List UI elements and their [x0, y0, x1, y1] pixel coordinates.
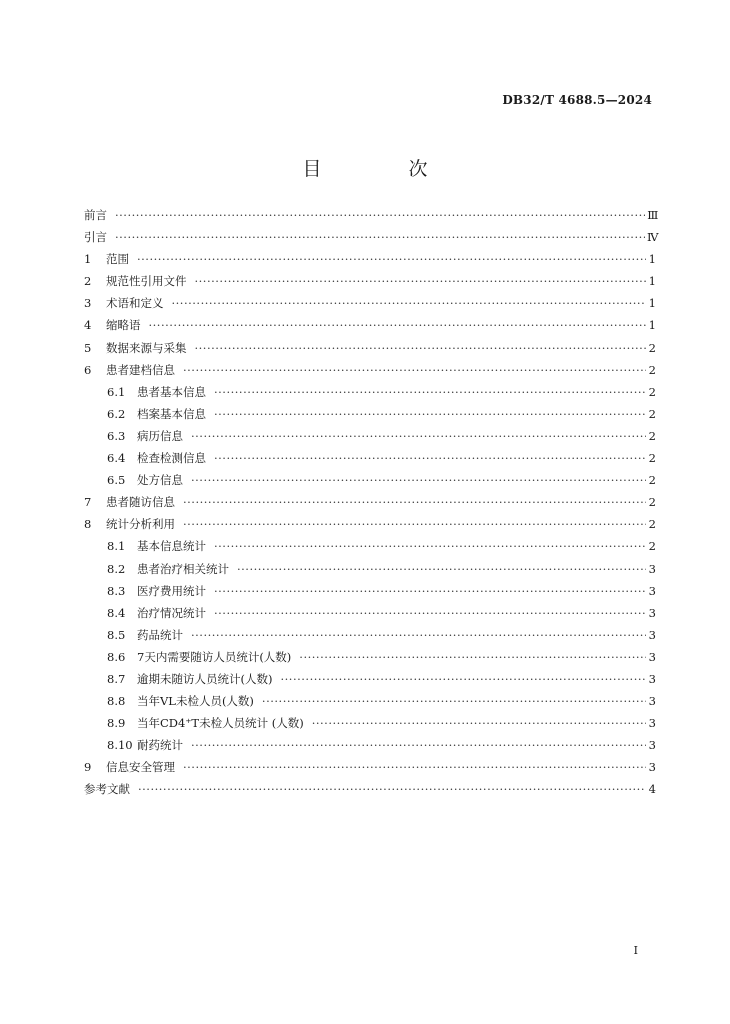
toc-entry-label: 信息安全管理: [106, 760, 175, 775]
toc-entry-page: Ⅲ: [647, 208, 659, 222]
toc-leader-dots: [299, 650, 646, 664]
toc-entry-number: 8.3: [107, 583, 126, 598]
toc-entry-label: 医疗费用统计: [137, 583, 206, 598]
toc-entry-label: 术语和定义: [106, 296, 164, 311]
toc-entry-label: 患者治疗相关统计: [137, 561, 229, 576]
toc-entry-label: 当年VL未检人员(人数): [137, 694, 254, 709]
toc-entry-page: 2: [648, 451, 656, 466]
toc-entry-page: 3: [648, 649, 656, 664]
toc-entry[interactable]: [84, 561, 656, 583]
toc-entry[interactable]: [84, 583, 656, 605]
toc-entry-label: 患者随访信息: [106, 495, 175, 510]
toc-entry[interactable]: [84, 229, 659, 251]
toc-entry-label: 当年CD4⁺T未检人员统计 (人数): [137, 716, 304, 731]
toc-entry-label: 治疗情况统计: [137, 605, 206, 620]
toc-leader-dots: [214, 385, 646, 399]
toc-entry-number: 8.9: [107, 716, 126, 731]
toc-entry-number: 8.4: [107, 605, 126, 620]
toc-entry-number: 6.5: [107, 473, 126, 488]
toc-leader-dots: [214, 539, 646, 553]
toc-entry-page: 3: [648, 760, 656, 775]
toc-entry-number: 1: [84, 252, 92, 267]
toc-entry[interactable]: [84, 207, 659, 229]
toc-entry-label: 检查检测信息: [137, 451, 206, 466]
toc-entry-page: 1: [648, 274, 656, 289]
toc-entry-page: 3: [648, 716, 656, 731]
toc-entry[interactable]: [84, 649, 656, 671]
toc-entry-label: 耐药统计: [137, 738, 183, 753]
toc-leader-dots: [115, 208, 645, 222]
toc-leader-dots: [214, 584, 646, 598]
toc-leader-dots: [172, 296, 647, 310]
toc-entry-page: 1: [648, 296, 656, 311]
toc-entry-number: 8.10: [107, 738, 133, 753]
toc-leader-dots: [183, 363, 646, 377]
toc-entry-number: 6.2: [107, 406, 126, 421]
toc-entry-number: 7: [84, 495, 92, 510]
toc-entry-label: 前言: [84, 208, 107, 222]
toc-entry-label: 参考文献: [84, 782, 130, 797]
toc-entry-label: 统计分析利用: [106, 517, 175, 532]
toc-entry[interactable]: [84, 450, 656, 472]
toc-entry-page: 2: [648, 362, 656, 377]
toc-entry[interactable]: [84, 295, 656, 317]
toc-leader-dots: [191, 429, 646, 443]
toc-entry-number: 8: [84, 517, 92, 532]
toc-entry[interactable]: [84, 273, 656, 295]
toc-entry-page: 3: [648, 671, 656, 686]
toc-leader-dots: [183, 760, 646, 774]
toc-entry-page: 3: [648, 694, 656, 709]
toc-entry-number: 8.6: [107, 649, 126, 664]
toc-entry-page: 3: [648, 627, 656, 642]
toc-entry[interactable]: [84, 494, 656, 516]
toc-entry[interactable]: [84, 428, 656, 450]
toc-entry[interactable]: [84, 627, 656, 649]
toc-leader-dots: [214, 451, 646, 465]
toc-entry-number: 6.3: [107, 428, 126, 443]
toc-entry-page: 2: [648, 495, 656, 510]
toc-leader-dots: [183, 495, 646, 509]
toc-entry[interactable]: [84, 472, 656, 494]
toc-leader-dots: [183, 517, 646, 531]
toc-entry[interactable]: [84, 693, 656, 715]
toc-entry-page: 4: [648, 782, 656, 797]
toc-entry-page: 3: [648, 605, 656, 620]
toc-entry-page: 3: [648, 561, 656, 576]
toc-entry-number: 8.5: [107, 627, 126, 642]
toc-entry-label: 档案基本信息: [137, 406, 206, 421]
toc-entry-number: 6.4: [107, 451, 126, 466]
toc-leader-dots: [191, 738, 646, 752]
toc-entry-number: 5: [84, 340, 92, 355]
toc-entry-label: 引言: [84, 230, 107, 245]
table-of-contents: [84, 207, 659, 804]
toc-leader-dots: [280, 672, 646, 686]
toc-entry-label: 范围: [106, 252, 129, 267]
toc-entry[interactable]: [84, 251, 656, 273]
toc-entry[interactable]: [84, 317, 656, 339]
toc-entry-number: 8.1: [107, 539, 126, 554]
toc-entry[interactable]: [84, 759, 656, 781]
toc-entry-number: 3: [84, 296, 92, 311]
toc-entry-page: 3: [648, 738, 656, 753]
toc-entry-number: 9: [84, 760, 92, 775]
toc-leader-dots: [137, 252, 646, 266]
toc-entry-page: 2: [648, 384, 656, 399]
toc-leader-dots: [195, 341, 647, 355]
toc-entry-label: 缩略语: [106, 318, 141, 333]
toc-entry-number: 6: [84, 362, 92, 377]
toc-entry-number: 4: [84, 318, 92, 333]
toc-leader-dots: [149, 318, 647, 332]
toc-entry-number: 2: [84, 274, 92, 289]
toc-entry-number: 8.8: [107, 694, 126, 709]
toc-entry[interactable]: [84, 406, 656, 428]
toc-entry-number: 8.7: [107, 671, 126, 686]
toc-entry-page: 3: [648, 583, 656, 598]
toc-entry-label: 患者基本信息: [137, 384, 206, 399]
toc-entry-label: 规范性引用文件: [106, 274, 187, 289]
toc-entry-label: 基本信息统计: [137, 539, 206, 554]
toc-leader-dots: [191, 473, 646, 487]
toc-entry[interactable]: [84, 737, 656, 759]
toc-entry-page: 2: [648, 473, 656, 488]
toc-entry-page: 2: [648, 428, 656, 443]
toc-entry-label: 逾期未随访人员统计(人数): [137, 671, 273, 686]
toc-leader-dots: [138, 782, 646, 796]
toc-leader-dots: [237, 562, 646, 576]
toc-entry[interactable]: [84, 384, 656, 406]
toc-leader-dots: [191, 628, 646, 642]
toc-entry-page: 2: [648, 517, 656, 532]
toc-entry[interactable]: [84, 605, 656, 627]
toc-entry[interactable]: [84, 538, 656, 560]
toc-entry-label: 7天内需要随访人员统计(人数): [137, 649, 292, 664]
toc-leader-dots: [115, 230, 645, 244]
toc-entry-label: 病历信息: [137, 428, 183, 443]
toc-entry-label: 数据来源与采集: [106, 340, 187, 355]
toc-entry-label: 处方信息: [137, 473, 183, 488]
toc-entry-number: 8.2: [107, 561, 126, 576]
document-code: DB32/T 4688.5—2024: [502, 93, 652, 107]
toc-leader-dots: [312, 716, 646, 730]
toc-entry-page: Ⅳ: [646, 230, 659, 245]
toc-entry[interactable]: [84, 715, 656, 737]
page-number: I: [633, 944, 638, 957]
toc-entry-page: 2: [648, 539, 656, 554]
toc-leader-dots: [214, 407, 646, 421]
toc-entry-page: 2: [648, 340, 656, 355]
toc-entry-label: 药品统计: [137, 627, 183, 642]
toc-entry-page: 2: [648, 406, 656, 421]
toc-entry[interactable]: [84, 516, 656, 538]
toc-title: 目 次: [302, 158, 462, 180]
toc-entry[interactable]: [84, 362, 656, 384]
toc-entry-page: 1: [648, 252, 656, 267]
toc-entry-page: 1: [648, 318, 656, 333]
toc-leader-dots: [195, 274, 647, 288]
toc-entry[interactable]: [84, 781, 656, 803]
toc-leader-dots: [262, 694, 646, 708]
toc-entry-number: 6.1: [107, 384, 126, 399]
toc-entry-label: 患者建档信息: [106, 362, 175, 377]
toc-leader-dots: [214, 606, 646, 620]
toc-entry[interactable]: [84, 340, 656, 362]
toc-entry[interactable]: [84, 671, 656, 693]
